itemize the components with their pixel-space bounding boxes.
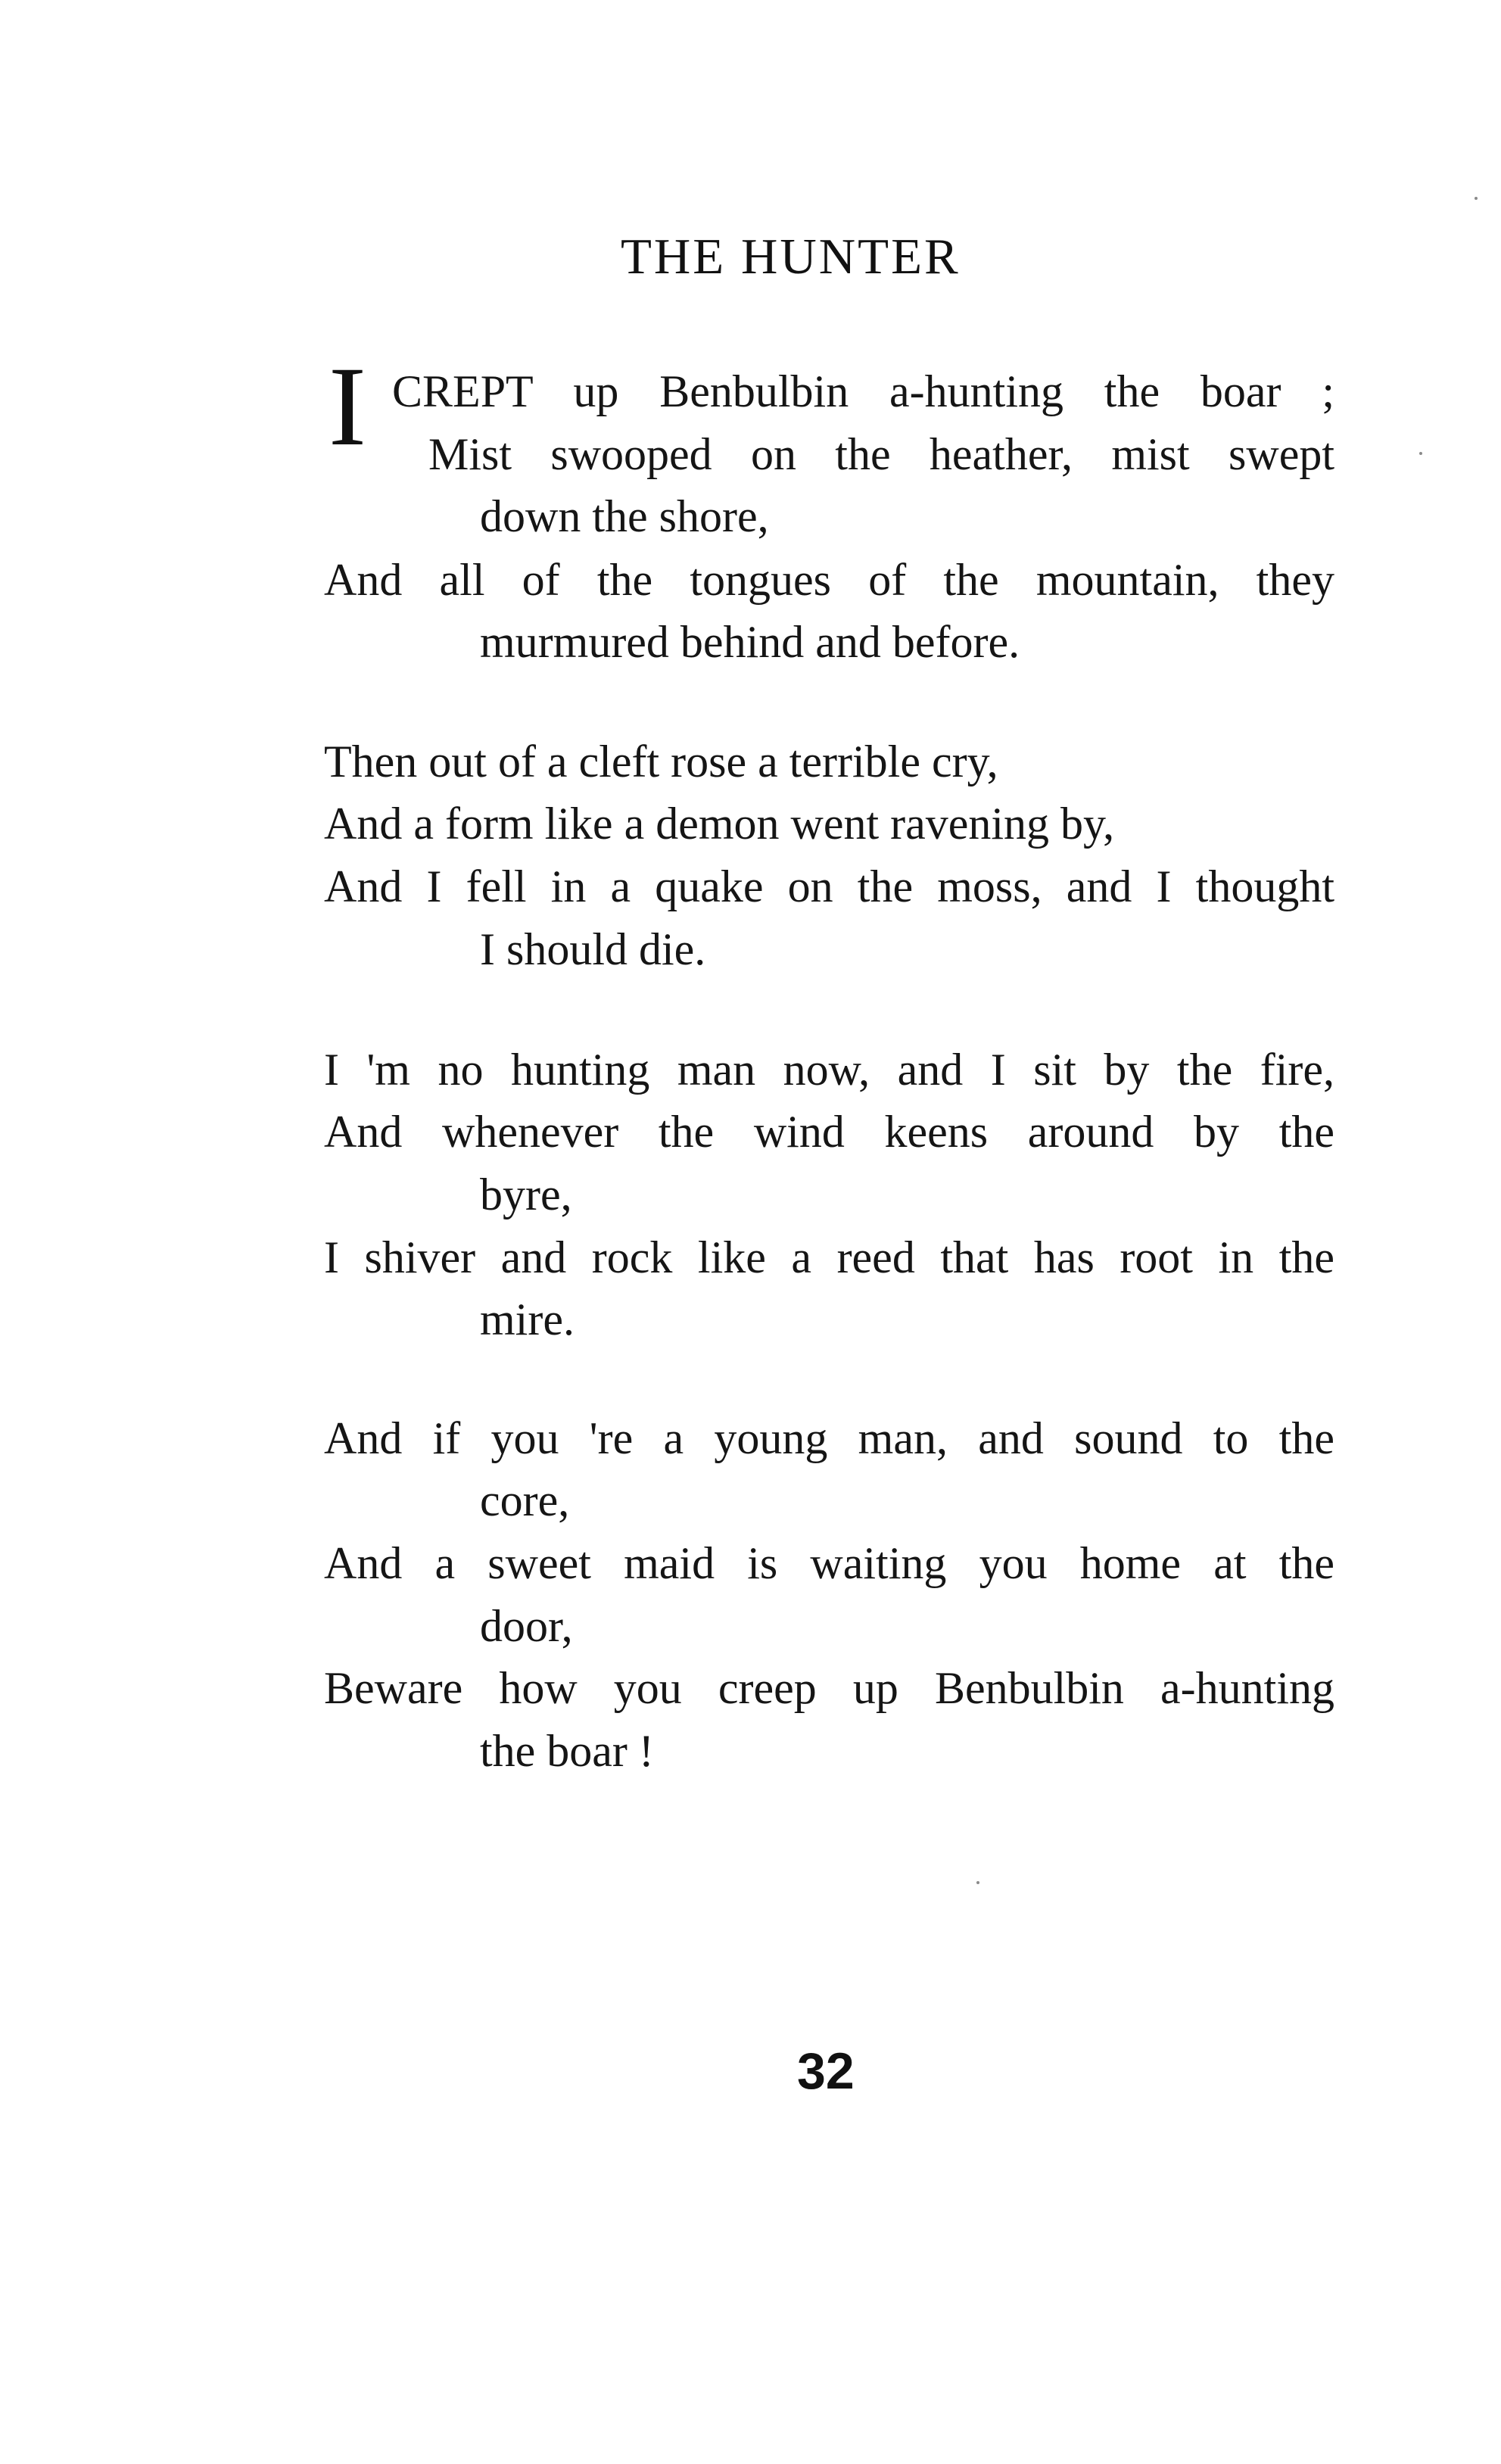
poem-line: core, [480, 1475, 570, 1525]
poem-line: CREPT up Benbulbin a-hunting the boar ; [392, 366, 1334, 416]
poem-line: the boar ! [480, 1726, 654, 1776]
poem-line: I shiver and rock like a reed that has root in the [324, 1232, 1334, 1282]
poem-line: byre, [480, 1170, 572, 1220]
poem-line: down the shore, [480, 491, 769, 541]
poem-line: Beware how you creep up Benbulbin a-hunting [324, 1663, 1334, 1713]
poem-line: Mist swooped on the heather, mist swept [428, 429, 1334, 479]
poem-line: door, [480, 1601, 573, 1651]
poem-line: I should die. [480, 924, 706, 974]
poem-title: THE HUNTER [621, 229, 961, 285]
paper-speck [1419, 452, 1422, 455]
poem-line: And I fell in a quake on the moss, and I thought [324, 861, 1334, 911]
poem-line: And all of the tongues of the mountain, they [324, 555, 1334, 605]
drop-cap: I [329, 344, 366, 469]
poem-line: And a sweet maid is waiting you home at the [324, 1538, 1334, 1588]
paper-speck [976, 1881, 979, 1884]
poem-line: Then out of a cleft rose a terrible cry, [324, 737, 998, 787]
paper-speck [1475, 197, 1478, 200]
poem-line: mire. [480, 1294, 575, 1344]
page-number: 32 [797, 2042, 855, 2100]
poem-line: And if you 're a young man, and sound to the [324, 1413, 1334, 1463]
poem-line: And whenever the wind keens around by the [324, 1107, 1334, 1157]
poem-line: I 'm no hunting man now, and I sit by the fire, [324, 1045, 1334, 1095]
poem-line: And a form like a demon went ravening by, [324, 799, 1115, 849]
poem-line: murmured behind and before. [480, 617, 1020, 667]
